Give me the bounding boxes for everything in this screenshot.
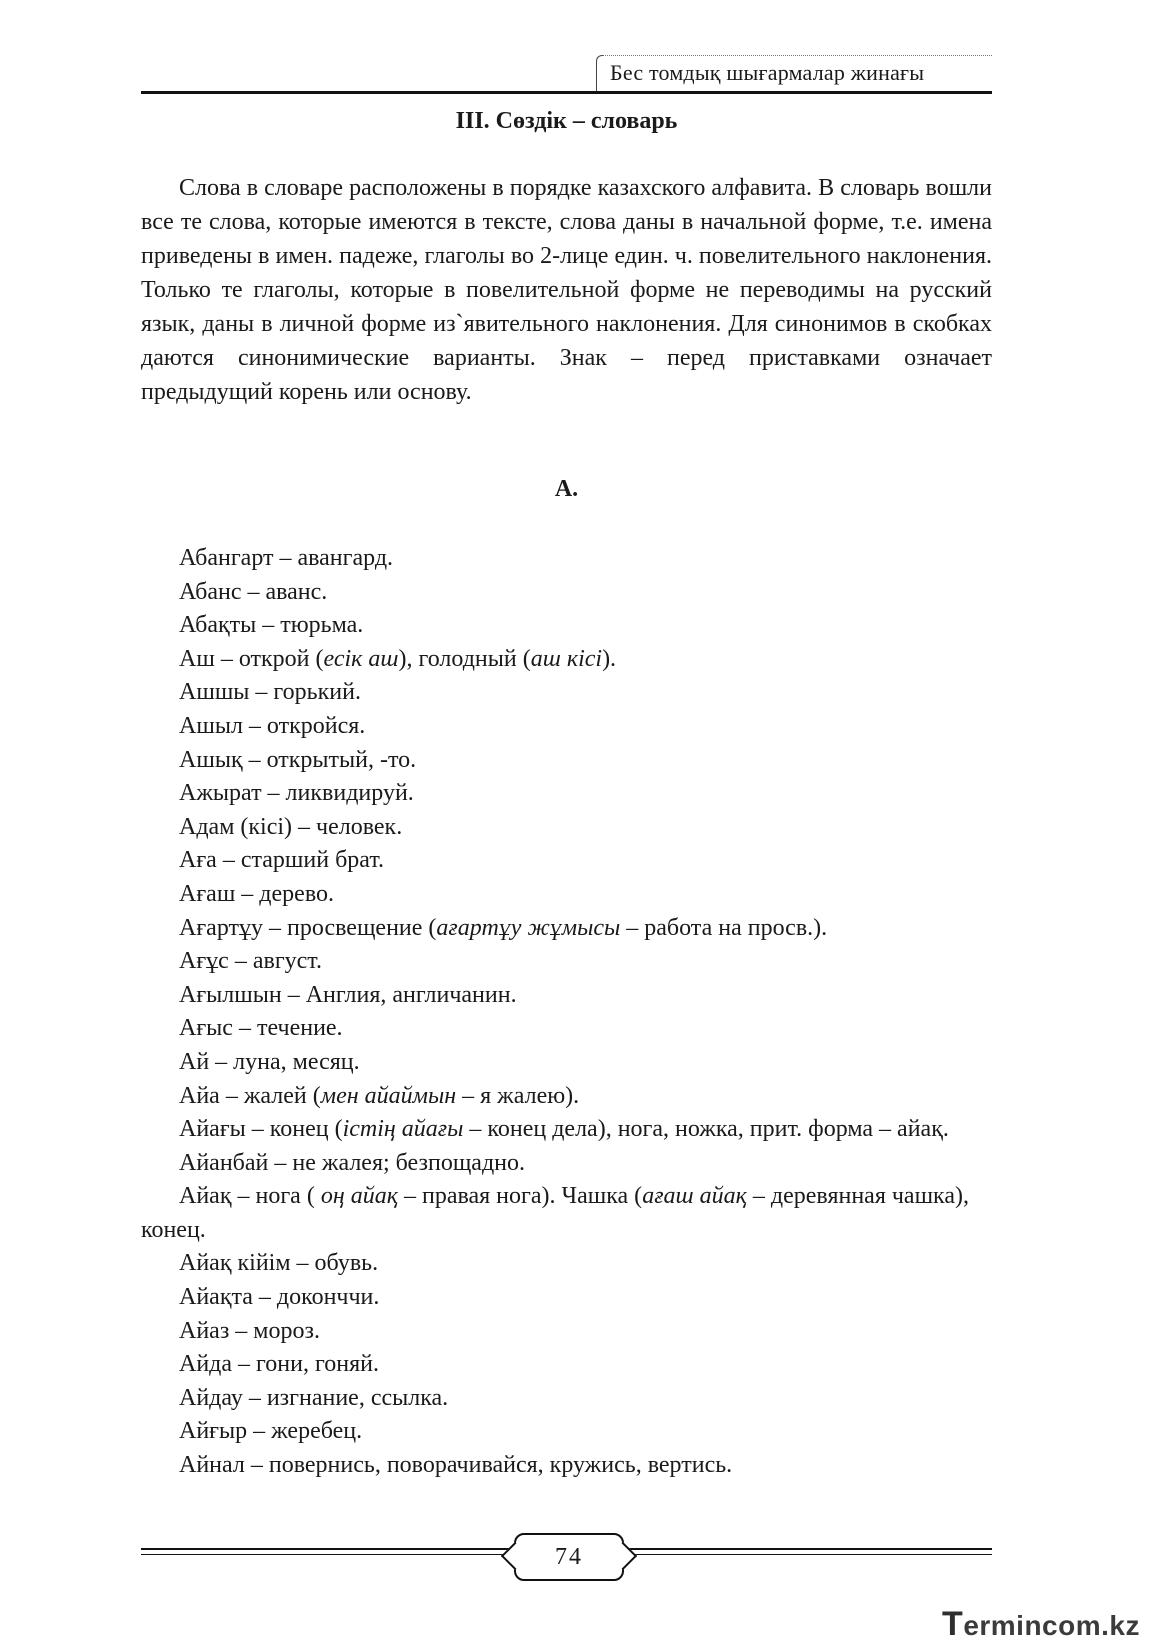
dictionary-entry: Айда – гони, гоняй.	[179, 1351, 379, 1378]
dictionary-entry: Абангарт – авангард.	[179, 545, 394, 571]
header-ornament	[596, 55, 603, 92]
page-number: 74	[555, 1544, 583, 1570]
dictionary-entry: Ағаш – дерево.	[179, 880, 334, 907]
dictionary-entry: Ашшы – горький.	[179, 679, 361, 706]
dictionary-entry: Айақта – доконччи.	[179, 1284, 380, 1311]
dictionary-entry: Айағы – конец (істің айағы – конец дела), нога, ножка, прит. форма – айақ.	[179, 1116, 949, 1143]
dictionary-entry: Аға – старший брат.	[179, 847, 385, 874]
dictionary-entry: Ағылшын – Англия, англичанин.	[179, 981, 517, 1008]
dictionary-entry: Абақты – тюрьма.	[179, 612, 364, 639]
dictionary-entry: Айнал – повернись, поворачивайся, кружись, вертись.	[179, 1452, 733, 1479]
dictionary-entry: Ашық – открытый, -то.	[179, 746, 417, 773]
intro-paragraph: Слова в словаре расположены в порядке казахского алфавита. В словарь вошли все те слова, которые имеются в тексте, слова даны в начальной форме, т.е. имена приведены в имен. падеже, глаголы во 2-лице един. ч. повелительного наклонения. Только те глаголы, которые в повелительной форме не переводимы на русский язык, даны в личной форме из`явительного наклонения. Для синонимов в скобках даются синонимические варианты. Знак – перед приставками означает предыдущий корень или основу.	[141, 175, 992, 405]
running-header-title: Бес томдық шығармалар жинағы	[610, 60, 925, 85]
footer-rule-left	[141, 1548, 517, 1550]
dictionary-entry: Ағұс – август.	[179, 948, 322, 975]
header-rule	[141, 91, 992, 94]
dictionary-entry: Ашыл – откройся.	[179, 712, 366, 739]
dictionary-entry: Айғыр – жеребец.	[179, 1418, 363, 1445]
dictionary-entry: Адам (кісі) – человек.	[179, 813, 403, 840]
dictionary-entry: Аш – открой (есік аш), голодный (аш кісі).	[179, 645, 617, 672]
header-dotted-line	[603, 55, 992, 56]
footer-rule-right	[618, 1548, 992, 1550]
dictionary-entry: Абанс – аванс.	[179, 578, 328, 605]
dictionary-entry: Ай – луна, месяц.	[179, 1048, 360, 1075]
letter-heading: А.	[554, 476, 579, 502]
dictionary-entry: Айа – жалей (мен айаймын – я жалею).	[179, 1082, 580, 1109]
page-number-box	[514, 1533, 624, 1581]
dictionary-entry: Ағартұу – просвещение (ағартұу жұмысы – работа на просв.).	[179, 914, 828, 941]
dictionary-entry: Ағыс – течение.	[179, 1015, 343, 1042]
dictionary-entry: Айдау – изгнание, ссылка.	[179, 1384, 449, 1411]
dictionary-entry: Айаз – мороз.	[179, 1317, 320, 1344]
dictionary-entries	[141, 542, 992, 1483]
dictionary-entry: Айанбай – не жалея; безпощадно.	[179, 1149, 526, 1176]
footer-rule-left-thin	[141, 1554, 517, 1555]
watermark-logo: Termincom.kz	[942, 1605, 1140, 1643]
dictionary-entry: Айақ кійім – обувь.	[179, 1250, 379, 1277]
dictionary-entry: Айақ – нога ( оң айақ – правая нога). Чашка (ағаш айақ – деревянная чашка), конец.	[141, 1183, 969, 1243]
dictionary-entry: Ажырат – ликвидируй.	[179, 780, 414, 807]
section-title: III. Сөздік – словарь	[455, 108, 678, 134]
footer-rule-right-thin	[618, 1554, 992, 1555]
